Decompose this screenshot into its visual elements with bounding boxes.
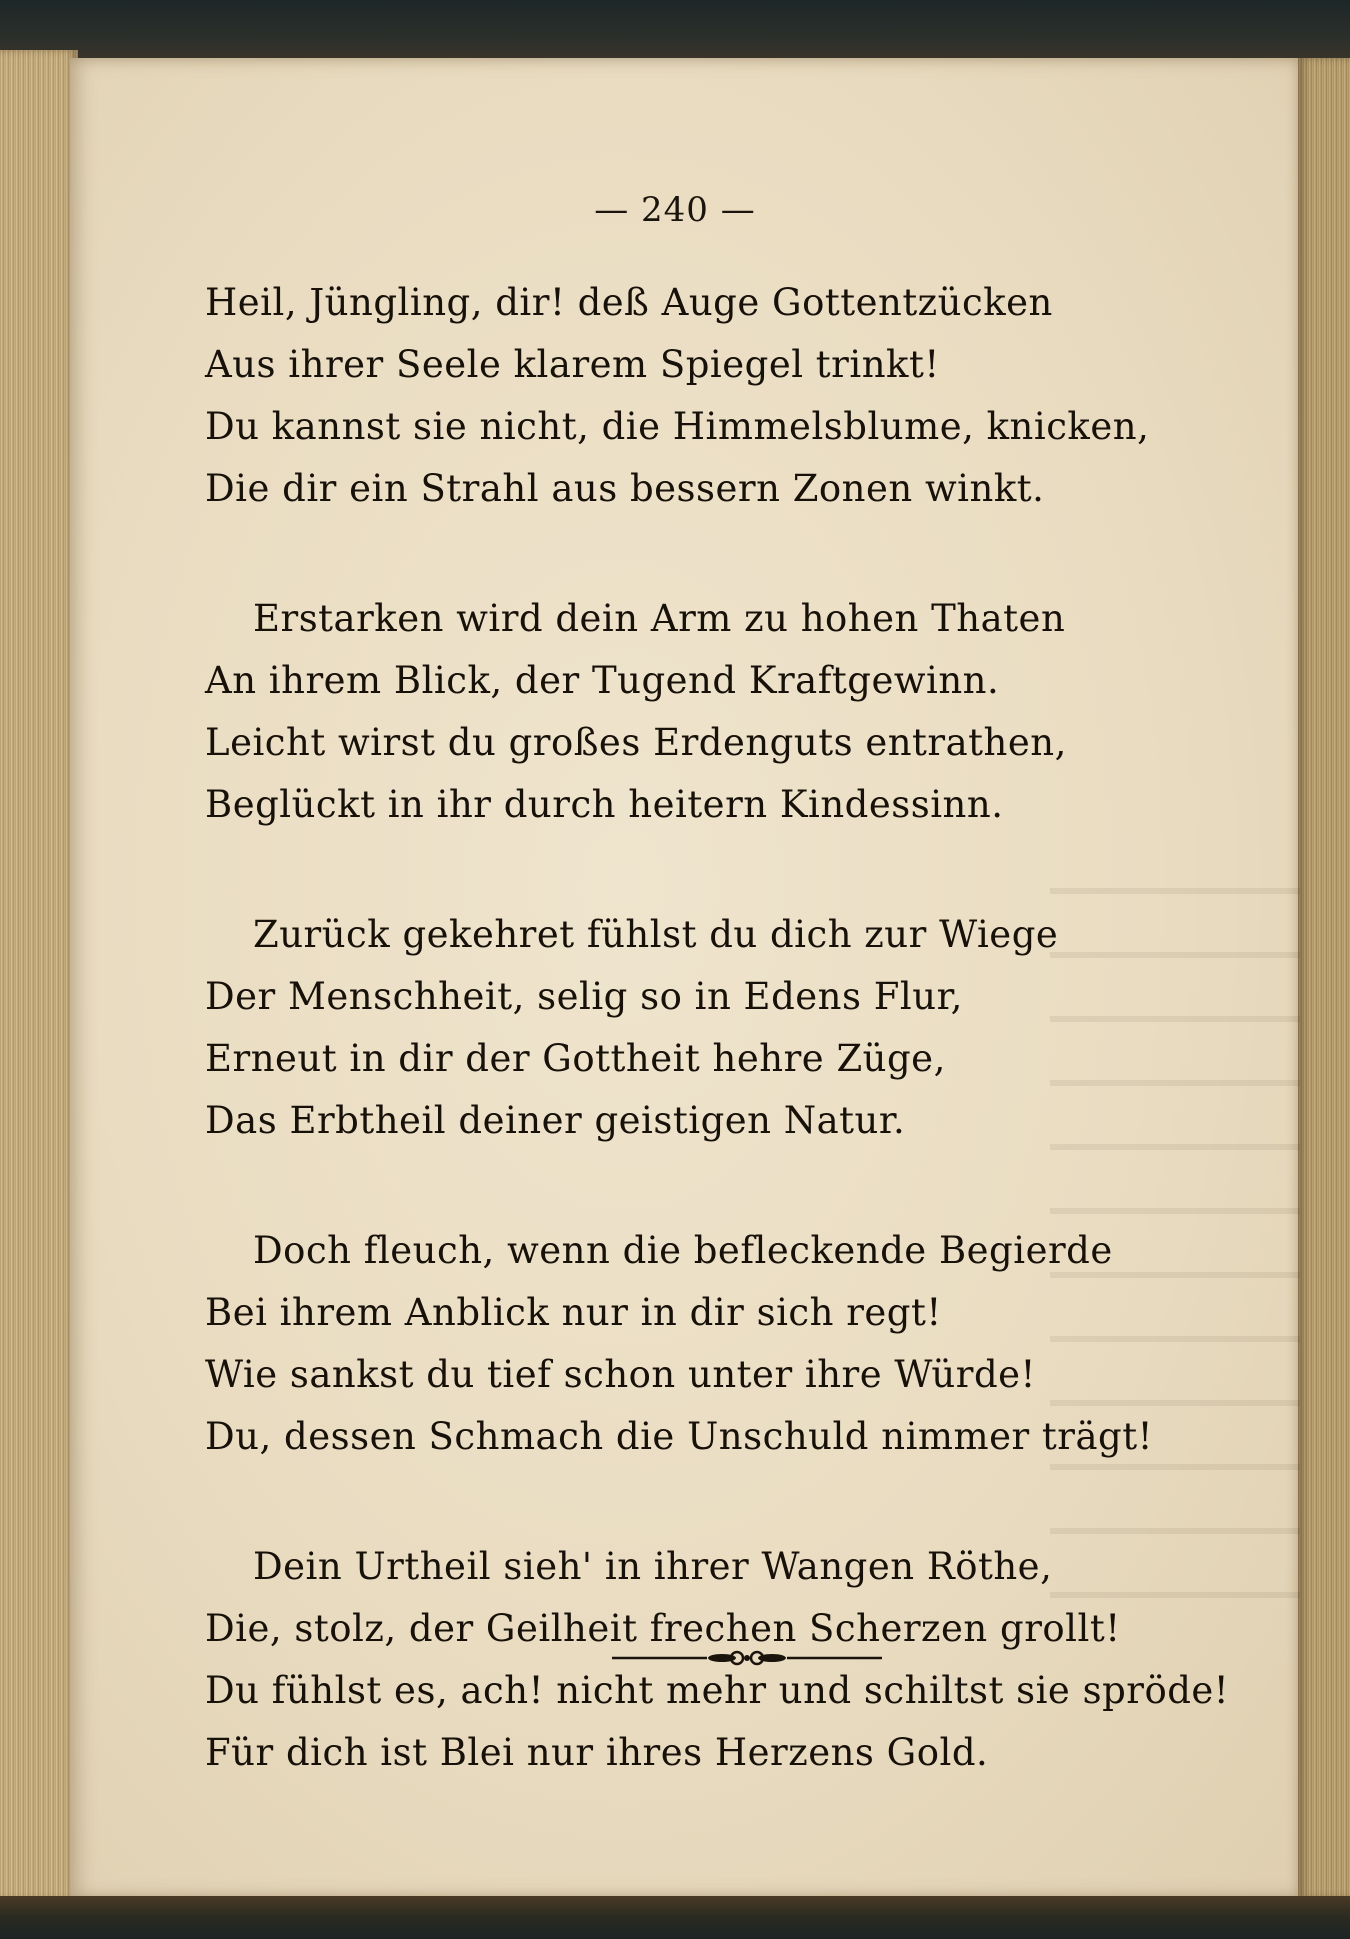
stanza-2 <box>205 588 1125 836</box>
poem-line: Erneut in dir der Gottheit hehre Züge, <box>205 1037 946 1080</box>
poem-line: Für dich ist Blei nur ihres Herzens Gold. <box>205 1731 989 1774</box>
stanza-3 <box>205 904 1125 1152</box>
poem-line: Die dir ein Strahl aus bessern Zonen winkt. <box>205 467 1045 510</box>
ornament-divider-icon <box>612 1648 882 1668</box>
binding-bottom-edge <box>0 1896 1350 1939</box>
stanza-1 <box>205 272 1150 520</box>
poem-line: Du kannst sie nicht, die Himmelsblume, knicken, <box>205 405 1150 448</box>
poem-line: Das Erbtheil deiner geistigen Natur. <box>205 1099 906 1142</box>
poem-line: Aus ihrer Seele klarem Spiegel trinkt! <box>205 343 940 386</box>
poem-line: Die, stolz, der Geilheit frechen Scherzen grollt! <box>205 1607 1121 1650</box>
poem-line: Du, dessen Schmach die Unschuld nimmer trägt! <box>205 1415 1153 1458</box>
poem-line: Zurück gekehret fühlst du dich zur Wiege <box>253 913 1059 956</box>
poem-line: Doch fleuch, wenn die befleckende Begierde <box>253 1229 1113 1272</box>
left-page-edges <box>0 50 78 1900</box>
poem-line: Bei ihrem Anblick nur in dir sich regt! <box>205 1291 942 1334</box>
poem <box>205 272 1230 1852</box>
poem-line: Erstarken wird dein Arm zu hohen Thaten <box>253 597 1066 640</box>
poem-line: Dein Urtheil sieh' in ihrer Wangen Röthe, <box>253 1545 1053 1588</box>
right-page-edges <box>1298 58 1350 1898</box>
binding-top-edge <box>0 0 1350 60</box>
poem-line: Beglückt in ihr durch heitern Kindessinn. <box>205 783 1004 826</box>
stanza-4 <box>205 1220 1153 1468</box>
poem-line: Heil, Jüngling, dir! deß Auge Gottentzücken <box>205 281 1053 324</box>
poem-line: Du fühlst es, ach! nicht mehr und schiltst sie spröde! <box>205 1669 1230 1712</box>
poem-line: Leicht wirst du großes Erdenguts entrathen, <box>205 721 1067 764</box>
poem-line: Wie sankst du tief schon unter ihre Würde! <box>205 1353 1036 1396</box>
poem-line: Der Menschheit, selig so in Edens Flur, <box>205 975 963 1018</box>
poem-line: An ihrem Blick, der Tugend Kraftgewinn. <box>205 659 1000 702</box>
page-number: — 240 — <box>594 190 756 230</box>
